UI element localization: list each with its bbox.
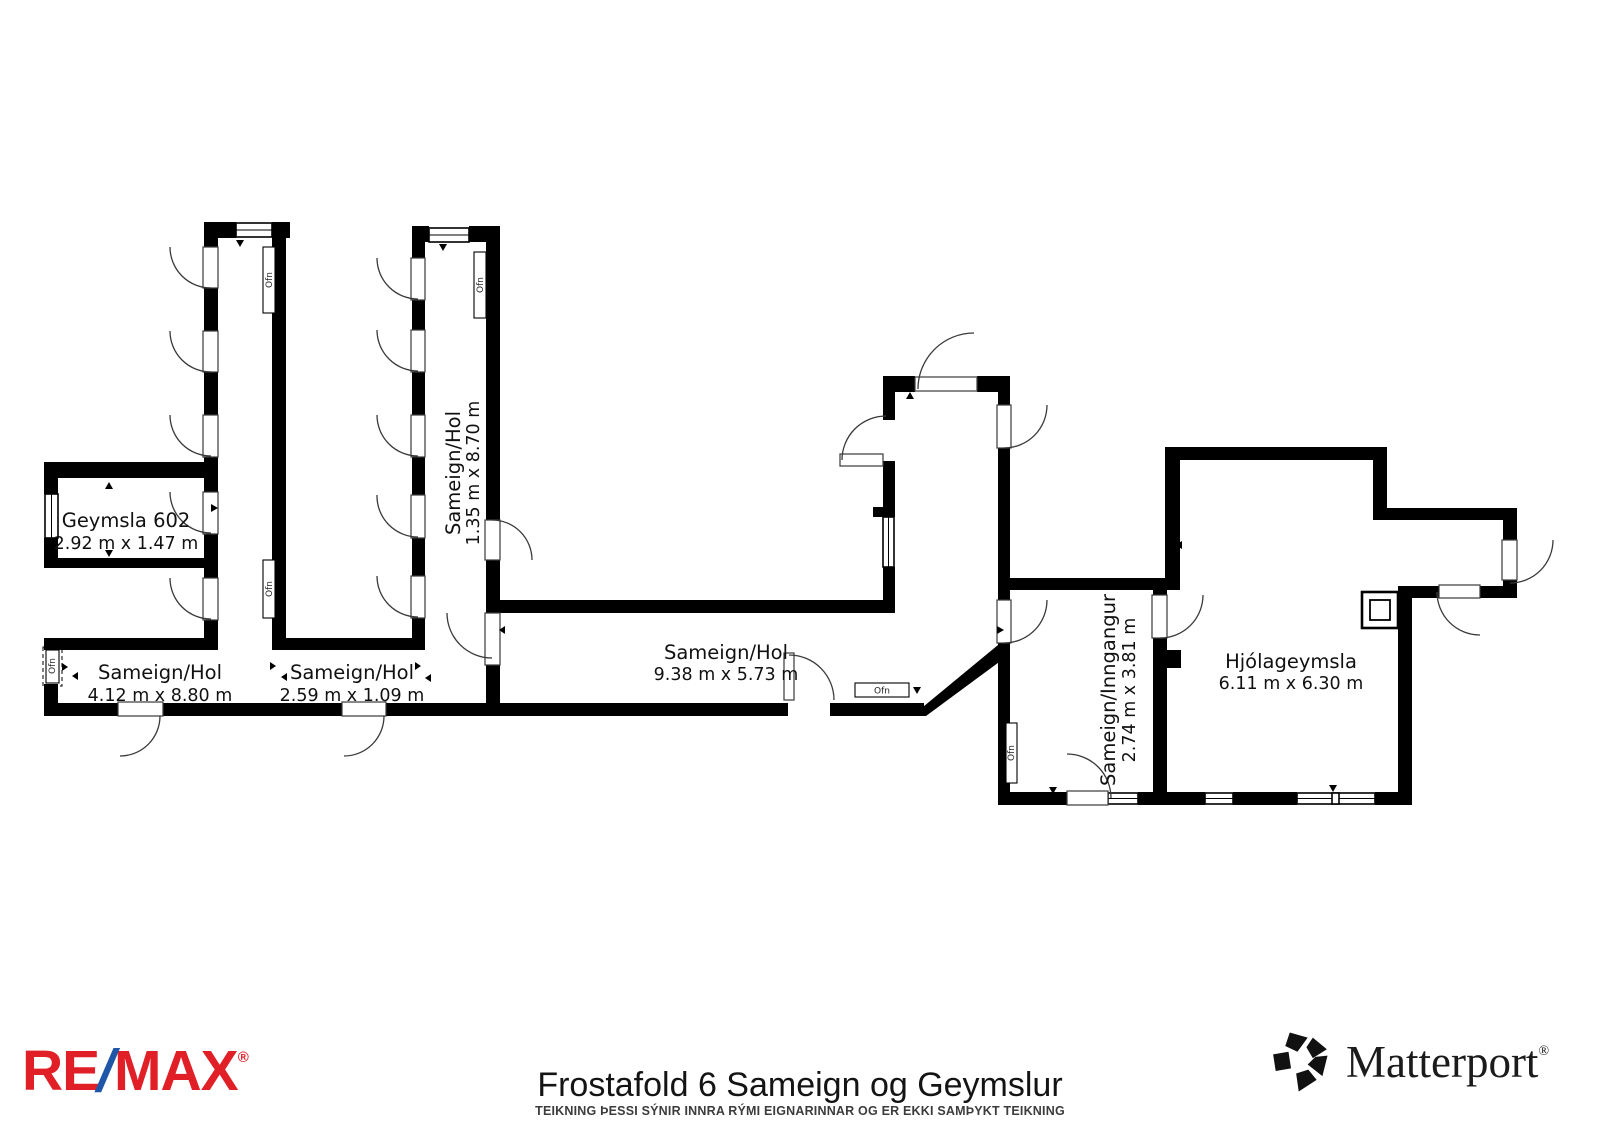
room-label-hol-long: Sameign/Hol: [663, 641, 789, 664]
room-label-hjolageymsla: Hjólageymsla: [1225, 650, 1357, 673]
matterport-logo: [1268, 1030, 1549, 1094]
room-dims-inngangur: 2.74 m x 3.81 m: [1120, 617, 1140, 763]
remax-registered-icon: ®: [237, 1049, 248, 1066]
room-label-inngangur: Sameign/Inngangur: [1097, 594, 1120, 786]
room-dims-hol-vertical: 1.35 m x 8.70 m: [464, 400, 484, 546]
radiator-label: Ofn: [265, 272, 275, 288]
matterport-registered-icon: ®: [1538, 1044, 1550, 1059]
shaft-symbol: [1362, 592, 1398, 628]
room-dims-hol-left: 4.12 m x 8.80 m: [87, 686, 233, 706]
room-dims-hjolageymsla: 6.11 m x 6.30 m: [1218, 674, 1364, 694]
radiator-label: Ofn: [1007, 745, 1017, 761]
matterport-wordmark: Matterport®: [1346, 1037, 1550, 1087]
radiator-label: Ofn: [476, 277, 486, 293]
room-label-hol-mid: Sameign/Hol: [289, 661, 415, 684]
room-label-hol-left: Sameign/Hol: [97, 661, 223, 684]
room-label-hol-vertical: Sameign/Hol: [442, 410, 465, 536]
room-label-geymsla-602: Geymsla 602: [61, 509, 191, 532]
radiator-label: Ofn: [48, 658, 58, 674]
plan-title: Frostafold 6 Sameign og Geymslur: [537, 1066, 1063, 1104]
remax-max: MAX: [114, 1039, 238, 1103]
remax-re: RE: [22, 1039, 100, 1103]
plan-disclaimer: TEIKNING ÞESSI SÝNIR INNRA RÝMI EIGNARINNAR OG ER EKKI SAMÞYKT TEIKNING: [535, 1104, 1065, 1118]
radiator-label: Ofn: [874, 686, 890, 697]
room-dims-geymsla-602: 2.92 m x 1.47 m: [53, 534, 199, 554]
room-dims-hol-mid: 2.59 m x 1.09 m: [279, 686, 425, 706]
radiator-label: Ofn: [265, 581, 275, 597]
room-dims-hol-long: 9.38 m x 5.73 m: [653, 665, 799, 685]
door-symbols: [118, 247, 1553, 805]
matterport-pinwheel-icon: [1268, 1030, 1332, 1094]
remax-slash: /: [90, 1037, 123, 1105]
